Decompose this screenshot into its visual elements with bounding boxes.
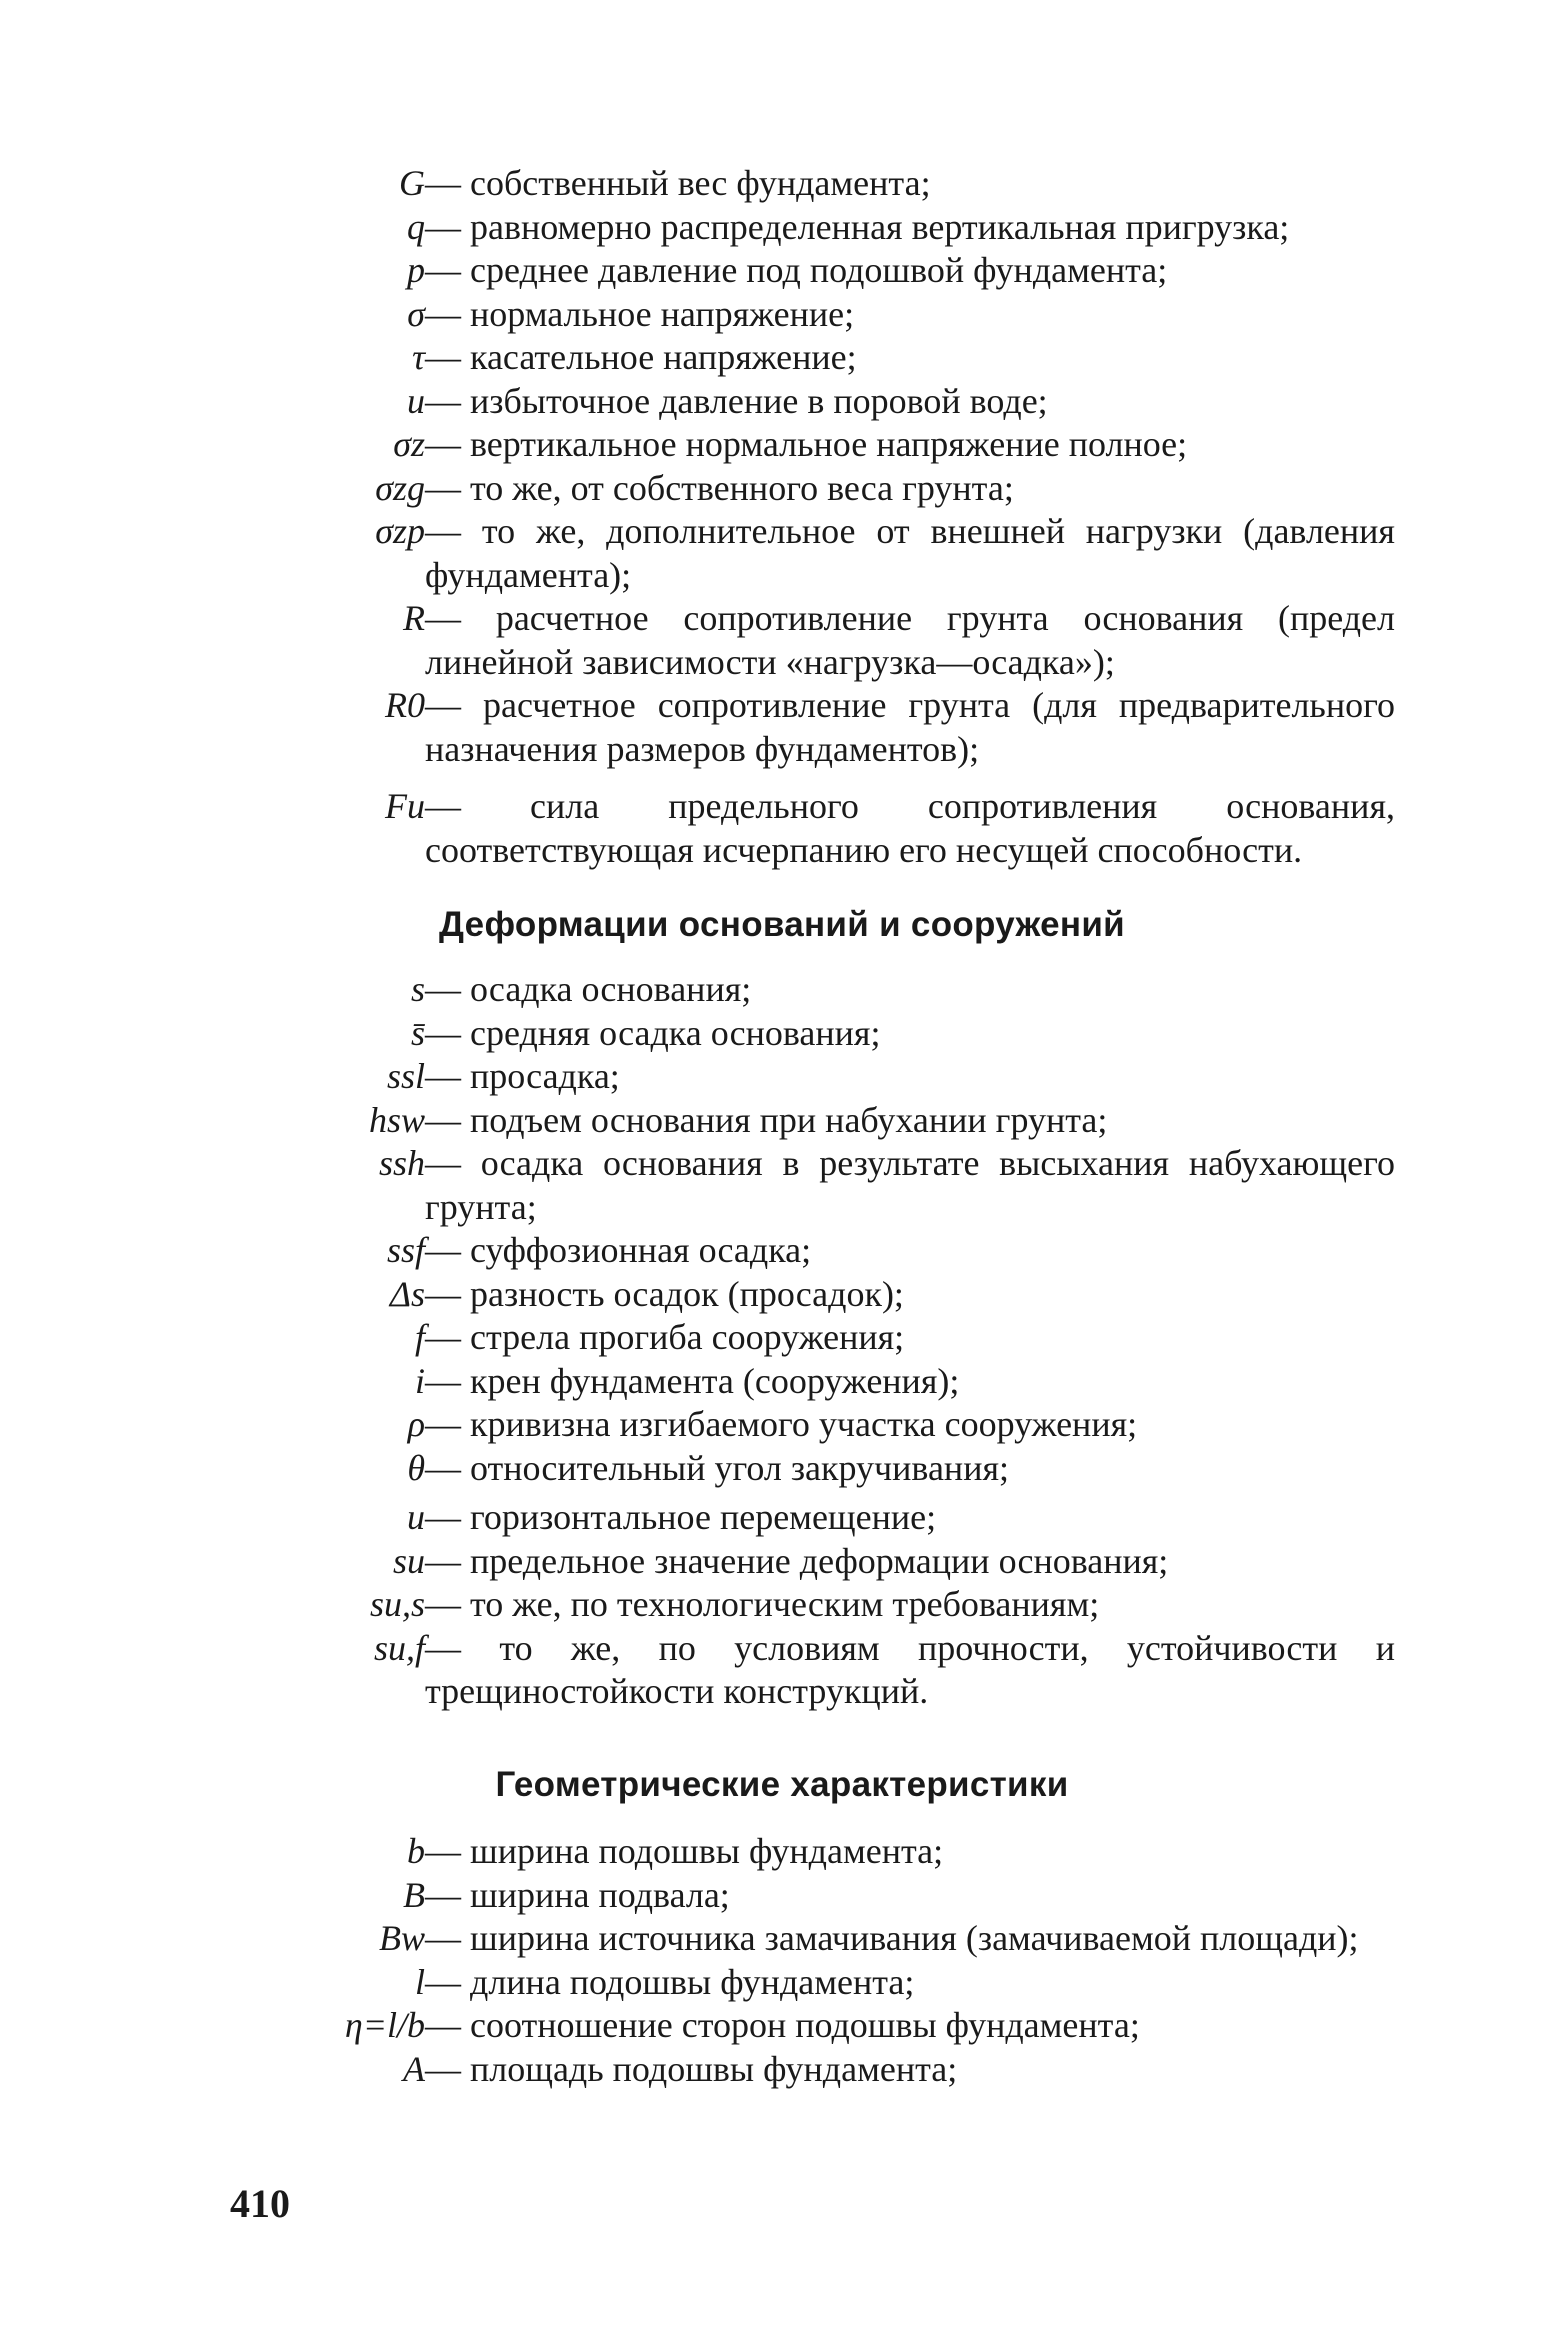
list-item xyxy=(0,785,1564,872)
symbol: σ xyxy=(407,293,425,334)
symbol: u xyxy=(407,1497,425,1537)
definition: — просадка; xyxy=(425,1056,620,1096)
list-item xyxy=(0,1583,1564,1627)
list-item xyxy=(0,293,1564,337)
list-item xyxy=(0,1229,1564,1273)
definition: — расчетное сопротивление грунта основания (предел линейной зависимости «нагрузка—осадка»); xyxy=(425,598,1395,682)
list-item xyxy=(0,1403,1564,1447)
symbol: θ xyxy=(407,1447,425,1488)
list-item xyxy=(0,597,1564,684)
list-item xyxy=(0,1360,1564,1404)
symbol: su,f xyxy=(373,1627,425,1668)
list-item xyxy=(0,1917,1564,1961)
list-item xyxy=(0,968,1564,1012)
definition: — разность осадок (просадок); xyxy=(425,1273,904,1314)
definition: — кривизна изгибаемого участка сооружения; xyxy=(425,1404,1138,1444)
list-item xyxy=(0,2048,1564,2092)
list-item xyxy=(0,1496,1564,1540)
definition: — среднее давление под подошвой фундамента; xyxy=(425,250,1168,290)
definition: — касательное напряжение; xyxy=(425,337,857,377)
list-item xyxy=(0,2004,1564,2048)
symbol: su xyxy=(392,1540,425,1581)
list-item xyxy=(0,1961,1564,2005)
list-item xyxy=(0,1627,1564,1714)
definition: — сила предельного сопротивления основания, соответствующая исчерпанию его несущей способности. xyxy=(425,786,1395,870)
symbol: f xyxy=(414,1317,425,1357)
definition: — то же, по условиям прочности, устойчивости и трещиностойкости конструкций. xyxy=(425,1627,1395,1711)
definition: — ширина источника замачивания (замачиваемой площади); xyxy=(425,1918,1359,1958)
symbol: R0 xyxy=(385,685,425,725)
symbol: R xyxy=(403,598,425,638)
symbols-list-deformations xyxy=(0,968,1564,1714)
list-item xyxy=(0,510,1564,597)
definition: — то же, от собственного веса грунта; xyxy=(425,467,1014,508)
list-item xyxy=(0,1273,1564,1317)
definition: — нормальное напряжение; xyxy=(425,293,855,334)
definition: — площадь подошвы фундамента; xyxy=(425,2048,958,2089)
definition: — суффозионная осадка; xyxy=(425,1230,812,1270)
definition: — длина подошвы фундамента; xyxy=(425,1961,915,2002)
symbol: τ xyxy=(412,337,425,377)
symbol: l xyxy=(414,1961,425,2002)
definition: — предельное значение деформации основания; xyxy=(425,1540,1169,1581)
list-item xyxy=(0,1142,1564,1229)
symbols-list-loads xyxy=(0,162,1564,872)
definition: — горизонтальное перемещение; xyxy=(425,1497,937,1537)
definition: — собственный вес фундамента; xyxy=(425,163,931,203)
definition: — стрела прогиба сооружения; xyxy=(425,1317,905,1357)
list-item xyxy=(0,684,1564,771)
definition: — расчетное сопротивление грунта (для предварительного назначения размеров фундаментов); xyxy=(425,685,1395,769)
list-item xyxy=(0,1316,1564,1360)
symbol: Bw xyxy=(378,1918,425,1958)
list-item xyxy=(0,423,1564,467)
symbol: hsw xyxy=(368,1099,425,1140)
definition: — осадка основания; xyxy=(425,969,752,1009)
symbols-list-geometry xyxy=(0,1830,1564,2091)
list-item xyxy=(0,249,1564,293)
symbol: u xyxy=(407,380,425,421)
list-item xyxy=(0,1447,1564,1491)
definition: — то же, по технологическим требованиям; xyxy=(425,1584,1100,1624)
list-item xyxy=(0,336,1564,380)
list-item xyxy=(0,1099,1564,1143)
list-item xyxy=(0,162,1564,206)
list-item xyxy=(0,1874,1564,1918)
symbol: σzp xyxy=(375,511,425,551)
list-item xyxy=(0,1830,1564,1874)
definition: — крен фундамента (сооружения); xyxy=(425,1360,960,1401)
section-heading-geometry: Геометрические характеристики xyxy=(495,1765,1069,1804)
symbol: σzg xyxy=(375,467,425,508)
list-item xyxy=(0,380,1564,424)
symbol: s̄ xyxy=(410,1012,425,1053)
symbol: σz xyxy=(393,424,425,464)
symbol: η=l/b xyxy=(344,2005,425,2045)
definition: — ширина подвала; xyxy=(425,1874,730,1915)
definition: — равномерно распределенная вертикальная пригрузка; xyxy=(425,206,1290,247)
list-item xyxy=(0,206,1564,250)
symbol: A xyxy=(403,2048,425,2089)
list-item xyxy=(0,1012,1564,1056)
symbol: b xyxy=(407,1831,425,1871)
definition: — средняя осадка основания; xyxy=(425,1012,881,1053)
definition: — избыточное давление в поровой воде; xyxy=(425,380,1048,421)
symbol: Δs xyxy=(389,1273,425,1314)
list-item xyxy=(0,467,1564,511)
symbol: ssf xyxy=(386,1230,425,1270)
symbol: ρ xyxy=(407,1404,425,1444)
list-item xyxy=(0,1055,1564,1099)
list-item xyxy=(0,1540,1564,1584)
definition: — то же, дополнительное от внешней нагрузки (давления фундамента); xyxy=(425,511,1395,595)
definition: — ширина подошвы фундамента; xyxy=(425,1831,944,1871)
section-heading-deformations: Деформации оснований и сооружений xyxy=(439,905,1125,944)
definition: — осадка основания в результате высыхания набухающего грунта; xyxy=(425,1143,1395,1227)
symbol: B xyxy=(403,1874,425,1915)
page-number: 410 xyxy=(230,2181,290,2226)
definition: — относительный угол закручивания; xyxy=(425,1447,1010,1488)
definition: — соотношение сторон подошвы фундамента; xyxy=(425,2005,1140,2045)
symbol: i xyxy=(414,1360,425,1401)
symbol: ssl xyxy=(386,1056,425,1096)
symbol: q xyxy=(407,206,425,247)
symbol: G xyxy=(399,163,425,203)
symbol: p xyxy=(407,250,425,290)
symbol: s xyxy=(410,969,425,1009)
definition: — подъем основания при набухании грунта; xyxy=(425,1099,1108,1140)
symbol: Fu xyxy=(385,786,425,826)
symbol: su,s xyxy=(369,1584,425,1624)
definition: — вертикальное нормальное напряжение полное; xyxy=(425,424,1188,464)
symbol: ssh xyxy=(378,1143,425,1183)
